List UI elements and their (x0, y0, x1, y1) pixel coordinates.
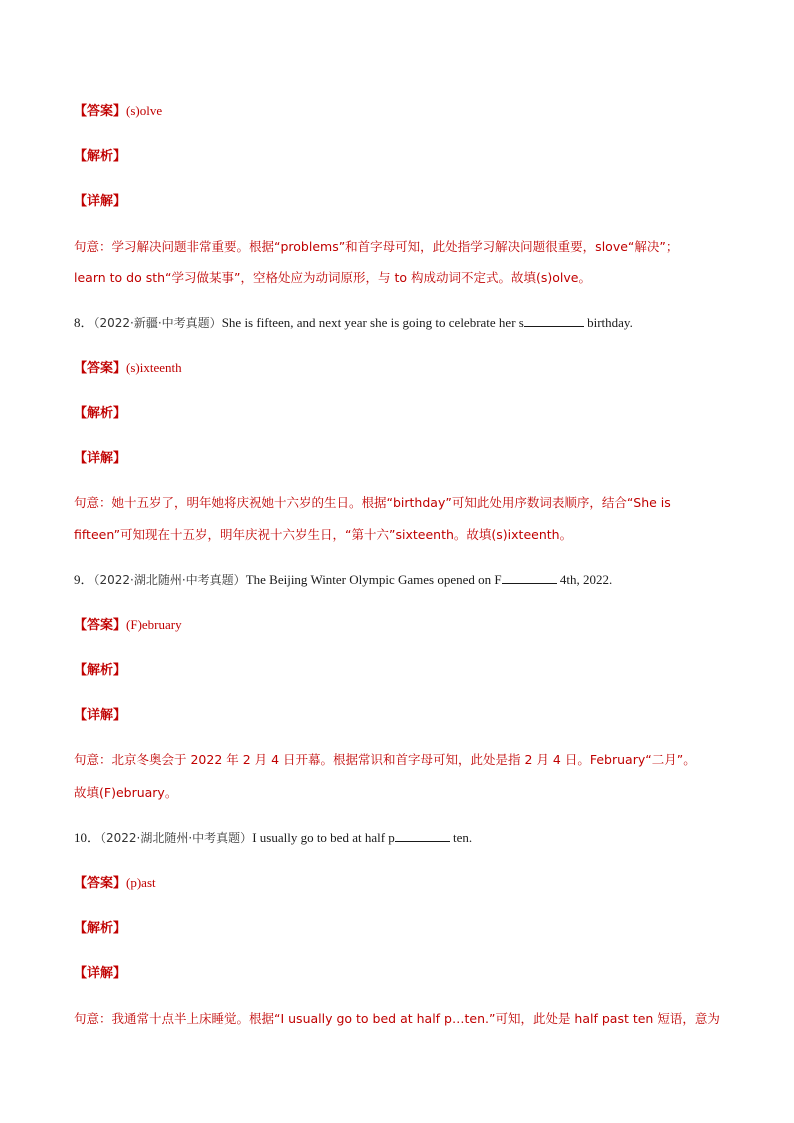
answer-blank (502, 571, 557, 584)
detail-label: 【详解】 (74, 966, 127, 981)
question-9 (74, 571, 734, 589)
question-text-after: birthday. (583, 315, 633, 330)
detail-label: 【详解】 (74, 451, 127, 466)
analysis-row-8 (74, 404, 734, 423)
analysis-label: 【解析】 (74, 406, 127, 421)
detail-text-9-line2: 故填(F)ebruary。 (74, 785, 178, 800)
detail-label: 【详解】 (74, 708, 127, 723)
analysis-label: 【解析】 (74, 921, 127, 936)
analysis-row-7 (74, 147, 734, 166)
answer-value: (s)ixteenth (126, 360, 182, 375)
analysis-label: 【解析】 (74, 663, 127, 678)
analysis-row-9 (74, 661, 734, 680)
detail-text-8-line1: 句意：她十五岁了，明年她将庆祝她十六岁的生日。根据“birthday”可知此处用序数词表顺序，结合“She is (74, 495, 671, 510)
question-text-before: The Beijing Winter Olympic Games opened on F (245, 572, 502, 587)
answer-label: 【答案】 (74, 618, 127, 633)
answer-value: (s)olve (126, 103, 163, 118)
detail-row-7 (74, 192, 734, 211)
answer-row-7 (74, 102, 734, 121)
detail-row-8 (74, 449, 734, 468)
detail-row-9 (74, 706, 734, 725)
question-number: 8． (74, 315, 94, 330)
question-10 (74, 829, 734, 847)
question-8 (74, 314, 734, 332)
answer-row-10 (74, 874, 734, 893)
question-source: （2022·湖北随州·中考真题） (93, 573, 246, 587)
question-number: 10． (74, 830, 101, 845)
answer-blank (395, 829, 450, 842)
analysis-label: 【解析】 (74, 149, 127, 164)
answer-value: (F)ebruary (126, 617, 182, 632)
detail-label: 【详解】 (74, 194, 127, 209)
detail-text-10-line1: 句意：我通常十点半上床睡觉。根据“I usually go to bed at half p…ten.”可知，此处是 half past ten 短语，意为 (74, 1011, 720, 1026)
detail-text-7-line1: 句意：学习解决问题非常重要。根据“problems”和首字母可知，此处指学习解决问题很重要，slove“解决”； (74, 239, 679, 254)
detail-text-7-line2: learn to do sth“学习做某事”，空格处应为动词原形，与 to 构成动词不定式。故填(s)olve。 (74, 270, 591, 285)
question-text-after: ten. (449, 830, 473, 845)
answer-label: 【答案】 (74, 361, 127, 376)
detail-text-9-line1: 句意：北京冬奥会于 2022 年 2 月 4 日开幕。根据常识和首字母可知，此处是指 2 月 4 日。February“二月”。 (74, 752, 696, 767)
analysis-row-10 (74, 919, 734, 938)
answer-row-8 (74, 359, 734, 378)
answer-value: (p)ast (126, 875, 156, 890)
answer-label: 【答案】 (74, 876, 127, 891)
answer-blank (524, 314, 584, 327)
question-source: （2022·新疆·中考真题） (93, 316, 222, 330)
answer-row-9 (74, 616, 734, 635)
question-text-after: 4th, 2022. (556, 572, 613, 587)
detail-row-10 (74, 964, 734, 983)
detail-text-8-line2: fifteen”可知现在十五岁，明年庆祝十六岁生日，“第十六”sixteenth。故填(s)ixteenth。 (74, 527, 573, 542)
question-text-before: She is fifteen, and next year she is going to celebrate her s (221, 315, 524, 330)
question-number: 9． (74, 572, 94, 587)
answer-label: 【答案】 (74, 104, 127, 119)
question-text-before: I usually go to bed at half p (252, 830, 395, 845)
question-source: （2022·湖北随州·中考真题） (100, 831, 253, 845)
